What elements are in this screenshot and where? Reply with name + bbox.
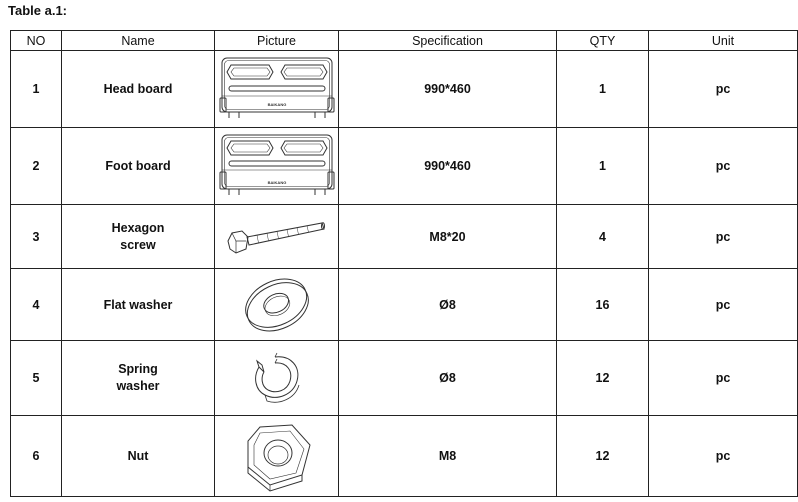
- cell-qty: 1: [557, 51, 649, 128]
- table-row: [11, 269, 798, 341]
- header-specification: Specification: [339, 31, 557, 51]
- table-row: [11, 341, 798, 416]
- cell-qty: 1: [557, 128, 649, 205]
- cell-unit: pc: [649, 269, 798, 341]
- cell-qty: 12: [557, 341, 649, 416]
- foot-board-drawing-icon: [219, 132, 335, 200]
- cell-no: 2: [11, 128, 62, 205]
- cell-no: 4: [11, 269, 62, 341]
- table-row: [11, 128, 798, 205]
- cell-unit: pc: [649, 128, 798, 205]
- cell-qty: 16: [557, 269, 649, 341]
- cell-no: 6: [11, 416, 62, 497]
- nut-drawing-icon: [240, 419, 314, 493]
- head-board-drawing-icon: [219, 55, 335, 123]
- cell-specification: M8*20: [339, 205, 557, 269]
- table-row: [11, 205, 798, 269]
- cell-picture: [215, 416, 339, 497]
- cell-name: [62, 205, 215, 269]
- cell-unit: pc: [649, 416, 798, 497]
- name-text: Spring washer: [116, 362, 160, 393]
- cell-name: Nut: [62, 416, 215, 497]
- table-row: [11, 51, 798, 128]
- cell-specification: 990*460: [339, 128, 557, 205]
- board-brand-label: BAIKANG: [267, 180, 286, 185]
- cell-no: 3: [11, 205, 62, 269]
- header-name: Name: [62, 31, 215, 51]
- cell-unit: pc: [649, 51, 798, 128]
- cell-no: 1: [11, 51, 62, 128]
- header-picture: Picture: [215, 31, 339, 51]
- cell-name: Foot board: [62, 128, 215, 205]
- cell-unit: pc: [649, 205, 798, 269]
- header-unit: Unit: [649, 31, 798, 51]
- cell-specification: Ø8: [339, 269, 557, 341]
- cell-specification: M8: [339, 416, 557, 497]
- cell-name: Flat washer: [62, 269, 215, 341]
- flat-washer-drawing-icon: [237, 273, 317, 337]
- cell-picture: [215, 128, 339, 205]
- name-text: Hexagon screw: [111, 220, 165, 252]
- cell-picture: [215, 341, 339, 416]
- cell-specification: 990*460: [339, 51, 557, 128]
- spring-washer-drawing-icon: [247, 347, 307, 409]
- cell-specification: Ø8: [339, 341, 557, 416]
- cell-qty: 4: [557, 205, 649, 269]
- table-caption: Table a.1:: [8, 3, 68, 18]
- cell-unit: pc: [649, 341, 798, 416]
- board-brand-label: BAIKANG: [267, 102, 286, 107]
- cell-picture: [215, 269, 339, 341]
- table-row: [11, 416, 798, 497]
- cell-qty: 12: [557, 416, 649, 497]
- cell-picture: [215, 51, 339, 128]
- cell-picture: [215, 205, 339, 269]
- hexagon-screw-drawing-icon: [222, 211, 332, 263]
- header-no: NO: [11, 31, 62, 51]
- cell-name: [62, 341, 215, 416]
- header-qty: QTY: [557, 31, 649, 51]
- cell-no: 5: [11, 341, 62, 416]
- cell-name: Head board: [62, 51, 215, 128]
- parts-table: [10, 30, 798, 497]
- table-header-row: [11, 31, 798, 51]
